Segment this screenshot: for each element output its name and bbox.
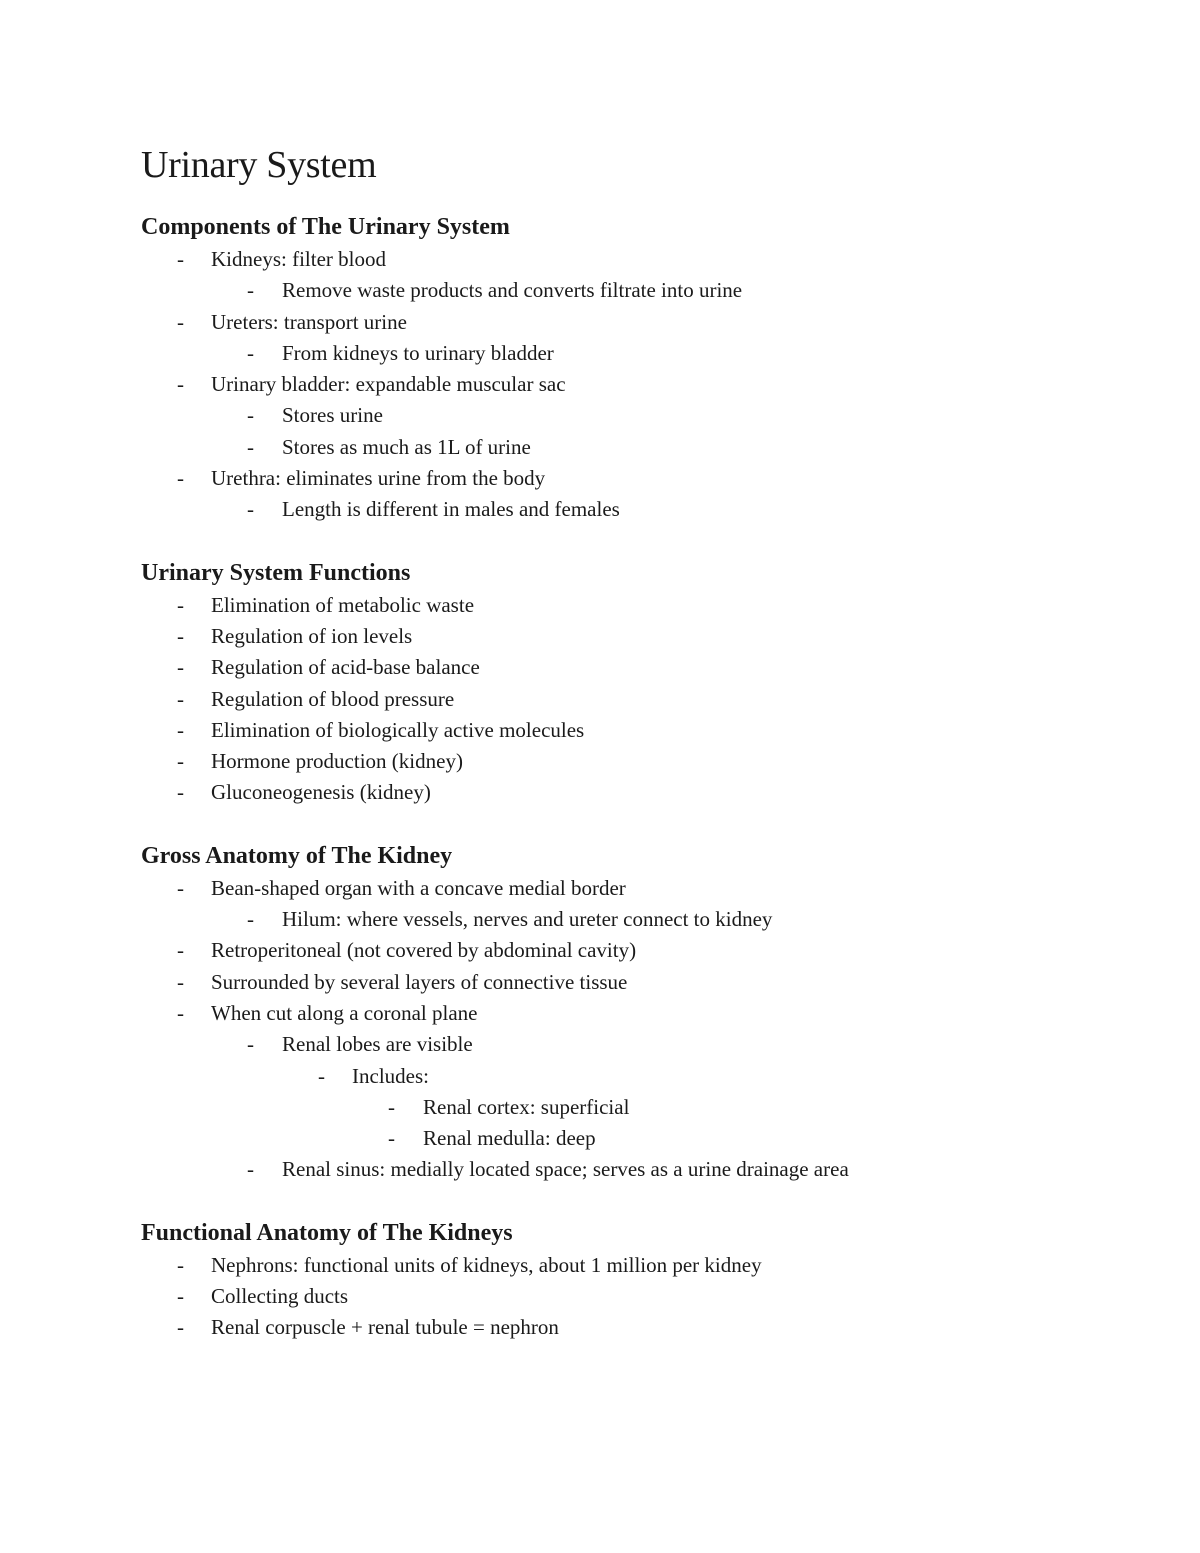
list-item — [141, 873, 1101, 904]
bullet-list — [141, 590, 1101, 809]
bullet-dash: - — [247, 403, 254, 428]
bullet-dash: - — [177, 717, 184, 742]
list-item-text: Renal corpuscle + renal tubule = nephron — [211, 1315, 559, 1340]
list-item-text: Surrounded by several layers of connective tissue — [211, 969, 628, 994]
bullet-dash: - — [177, 655, 184, 680]
list-item-text: Stores as much as 1L of urine — [282, 434, 531, 459]
section — [141, 556, 1101, 809]
list-item — [141, 1154, 1101, 1185]
list-item-text: Includes: — [352, 1063, 429, 1088]
list-item — [141, 1061, 1101, 1092]
list-item-text: When cut along a coronal plane — [211, 1000, 478, 1025]
list-item-text: Ureters: transport urine — [211, 309, 407, 334]
list-item-text: Collecting ducts — [211, 1284, 349, 1309]
list-item — [141, 715, 1101, 746]
list-item-text: Renal lobes are visible — [282, 1032, 473, 1057]
list-item-text: Regulation of ion levels — [211, 623, 413, 648]
bullet-dash: - — [177, 875, 184, 900]
list-item-text: Remove waste products and converts filtrate into urine — [282, 278, 743, 303]
list-item — [141, 494, 1101, 525]
list-item — [141, 621, 1101, 652]
list-item-text: Renal sinus: medially located space; serves as a urine drainage area — [282, 1157, 849, 1182]
list-item-text: Renal medulla: deep — [423, 1126, 596, 1151]
section-heading: Urinary System Functions — [141, 559, 411, 586]
list-item — [141, 1092, 1101, 1123]
list-item-text: Elimination of metabolic waste — [211, 592, 475, 617]
bullet-dash: - — [177, 1284, 184, 1309]
bullet-dash: - — [177, 749, 184, 774]
bullet-dash: - — [177, 686, 184, 711]
list-item — [141, 275, 1101, 306]
list-item — [141, 1281, 1101, 1312]
bullet-list — [141, 244, 1101, 526]
bullet-dash: - — [177, 466, 184, 491]
list-item — [141, 307, 1101, 338]
list-item — [141, 400, 1101, 431]
document-body — [141, 210, 1101, 1344]
list-item-text: Kidneys: filter blood — [211, 247, 386, 271]
list-item — [141, 338, 1101, 369]
list-item-text: Urethra: eliminates urine from the body — [211, 466, 546, 491]
list-item-text: Regulation of acid-base balance — [211, 655, 480, 680]
list-item — [141, 1029, 1101, 1060]
list-item-text: Hormone production (kidney) — [211, 749, 463, 774]
section-heading: Functional Anatomy of The Kidneys — [141, 1219, 513, 1246]
list-item — [141, 904, 1101, 935]
list-item-text: Length is different in males and females — [282, 497, 620, 522]
list-item-text: Renal cortex: superficial — [423, 1094, 630, 1119]
bullet-dash: - — [177, 938, 184, 963]
list-item — [141, 1123, 1101, 1154]
list-item-text: From kidneys to urinary bladder — [282, 340, 554, 365]
section — [141, 1216, 1101, 1344]
bullet-dash: - — [177, 969, 184, 994]
list-item-text: Regulation of blood pressure — [211, 686, 455, 711]
list-item — [141, 1312, 1101, 1343]
list-item — [141, 590, 1101, 621]
section — [141, 839, 1101, 1186]
bullet-dash: - — [177, 309, 184, 334]
list-item — [141, 369, 1101, 400]
list-item-text: Elimination of biologically active molecules — [211, 717, 585, 742]
list-item — [141, 746, 1101, 777]
list-item — [141, 998, 1101, 1029]
list-item-text: Retroperitoneal (not covered by abdominal cavity) — [211, 938, 637, 963]
bullet-dash: - — [247, 340, 254, 365]
bullet-list — [141, 1250, 1101, 1344]
bullet-dash: - — [247, 1157, 254, 1182]
list-item — [141, 652, 1101, 683]
bullet-dash: - — [388, 1126, 395, 1151]
document-page — [141, 140, 1101, 1344]
document-title: Urinary System — [141, 144, 377, 186]
section — [141, 210, 1101, 526]
bullet-dash: - — [318, 1063, 325, 1088]
list-item — [141, 432, 1101, 463]
list-item-text: Stores urine — [282, 403, 383, 428]
list-item — [141, 463, 1101, 494]
list-item-text: Bean-shaped organ with a concave medial border — [211, 875, 626, 900]
bullet-dash: - — [247, 497, 254, 522]
bullet-dash: - — [177, 247, 184, 271]
list-item-text: Nephrons: functional units of kidneys, about 1 million per kidney — [211, 1252, 762, 1277]
bullet-dash: - — [247, 1032, 254, 1057]
list-item — [141, 967, 1101, 998]
bullet-dash: - — [177, 780, 184, 805]
bullet-dash: - — [177, 592, 184, 617]
list-item-text: Urinary bladder: expandable muscular sac — [211, 372, 566, 397]
list-item — [141, 935, 1101, 966]
list-item-text: Gluconeogenesis (kidney) — [211, 780, 431, 805]
bullet-list — [141, 873, 1101, 1186]
bullet-dash: - — [177, 1000, 184, 1025]
bullet-dash: - — [177, 623, 184, 648]
list-item — [141, 1250, 1101, 1281]
section-heading: Gross Anatomy of The Kidney — [141, 842, 453, 869]
bullet-dash: - — [388, 1094, 395, 1119]
bullet-dash: - — [247, 434, 254, 459]
bullet-dash: - — [247, 907, 254, 932]
bullet-dash: - — [247, 278, 254, 303]
section-heading: Components of The Urinary System — [141, 214, 510, 240]
list-item — [141, 684, 1101, 715]
list-item-text: Hilum: where vessels, nerves and ureter connect to kidney — [282, 907, 773, 932]
bullet-dash: - — [177, 372, 184, 397]
list-item — [141, 777, 1101, 808]
bullet-dash: - — [177, 1315, 184, 1340]
bullet-dash: - — [177, 1252, 184, 1277]
list-item — [141, 244, 1101, 275]
